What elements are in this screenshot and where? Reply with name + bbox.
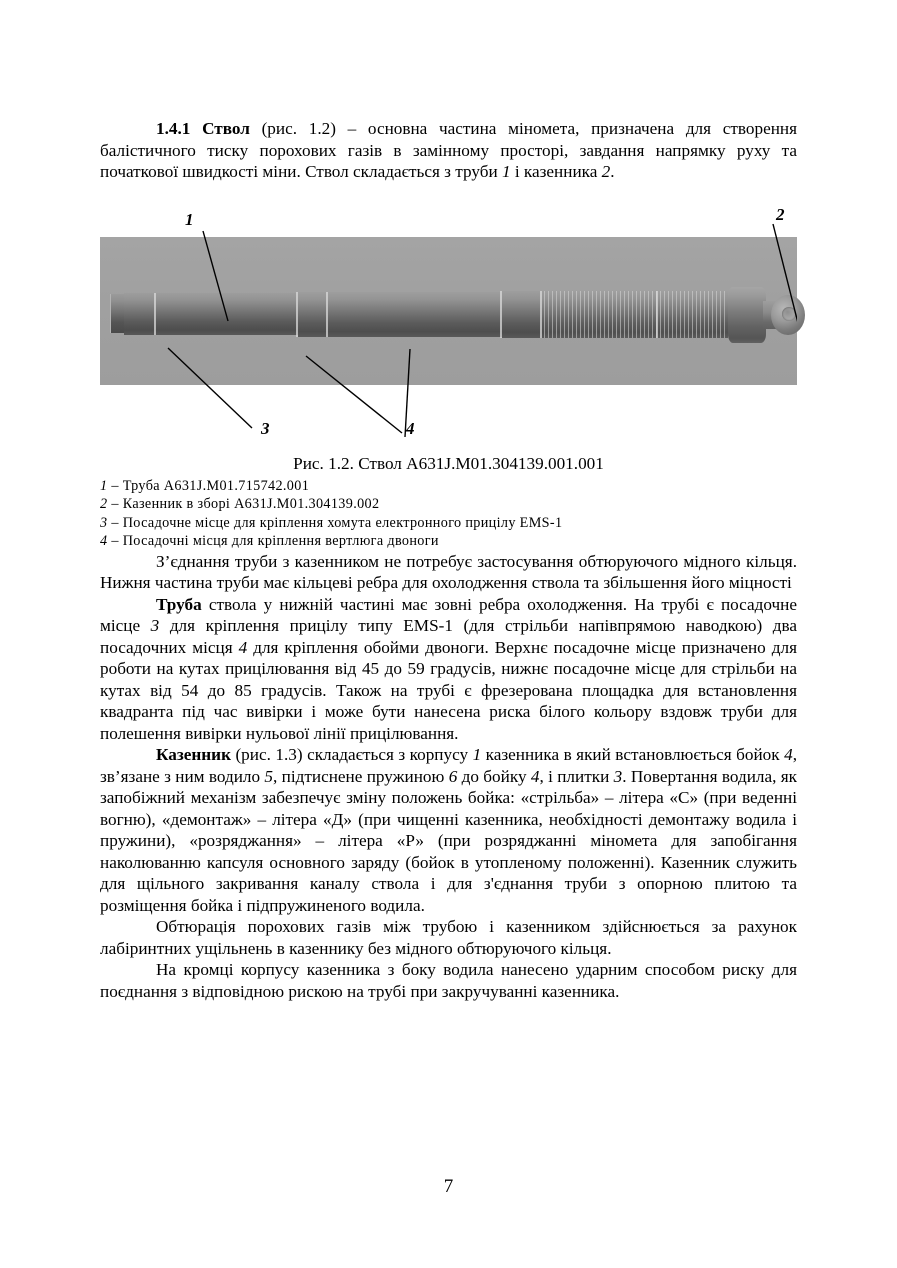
tube-seam — [154, 293, 156, 335]
inline-ref-body-4a: 4 — [784, 745, 793, 765]
legend-dash: – — [107, 533, 123, 550]
section-number: 1.4.1 — [156, 119, 191, 138]
inline-ref-1: 1 — [501, 162, 511, 181]
paragraph-breech-text-1: (рис. 1.3) складається з корпусу — [230, 745, 473, 765]
paragraph-tube — [100, 594, 797, 745]
section-intro-end: . — [610, 162, 615, 181]
legend-item — [100, 477, 797, 496]
legend-number: 1 — [100, 477, 108, 494]
legend-text: Посадочне місце для кріплення хомута електронного прицілу EMS-1 — [122, 514, 563, 531]
legend-item — [100, 532, 797, 551]
paragraph-breech-text-5: до бойку — [457, 766, 531, 786]
section-intro-mid: і казенника — [510, 162, 602, 181]
section-heading: Ствол — [202, 119, 250, 138]
legend-dash: – — [107, 496, 123, 513]
paragraph-tube-lead: Труба — [156, 594, 202, 614]
muzzle-ring — [110, 294, 125, 333]
figure-callout-label-2: 2 — [776, 204, 785, 224]
tube-seam — [296, 292, 298, 337]
paragraph-joint: З’єднання труби з казенником не потребує застосування обтюруючого мідного кільця. Нижня частина труби має кільцеві ребра для охолодження ствола та збільшення його міцності — [100, 551, 797, 593]
inline-ref-3: 3 — [150, 616, 160, 636]
legend-text: Казенник в зборі А631J.М01.304139.002 — [122, 496, 380, 513]
paragraph-breech-text-4: , підтиснене пружиною — [273, 766, 449, 786]
inline-ref-body-5: 5 — [264, 766, 274, 786]
inline-ref-body-6: 6 — [448, 766, 458, 786]
tube-middle-section — [298, 292, 502, 337]
legend-dash: – — [107, 477, 123, 494]
inline-ref-body-1: 1 — [472, 745, 482, 765]
paragraph-breech-text-6: , і плитки — [539, 766, 614, 786]
paragraph-mark: На кромці корпусу казенника з боку водила нанесено ударним способом риску для поєднання з відповідною рискою на трубі при закручуванні казенника. — [100, 960, 797, 1001]
breech-collar — [728, 287, 766, 343]
inline-ref-2: 2 — [601, 162, 611, 181]
legend-text: Посадочні місця для кріплення вертлюга двоноги — [122, 533, 439, 550]
tube-front-section — [124, 293, 298, 335]
figure-caption: Рис. 1.2. Ствол А631J.М01.304139.001.001 — [293, 453, 604, 473]
tube-rear-section — [502, 291, 544, 338]
figure-callout-label-3: 3 — [261, 418, 270, 438]
paragraph-section-intro — [100, 118, 797, 183]
legend-number: 2 — [100, 496, 108, 513]
figure-barrel — [100, 201, 797, 451]
breech-hole — [782, 307, 796, 321]
figure-callout-label-4: 4 — [406, 418, 415, 438]
tube-seam — [656, 291, 658, 338]
inline-ref-body-3b: 3 — [613, 766, 623, 786]
paragraph-tube-text-1: ствола у нижній частині має зовні ребра охолодження. На трубі є посадочне місце — [100, 594, 797, 636]
paragraph-breech — [100, 744, 797, 916]
legend-item — [100, 514, 797, 533]
paragraph-tube-text-3: для кріплення обойми двоноги. Верхнє посадочне місце призначено для роботи на кутах прицілювання від 45 до 59 градусів, нижнє посадочне місце для стрільби на кутах від 54 до 85 градусів. Також на трубі є фрезерована площадка для встановлення квадранта під час вивірки і може бути нанесена риска білого кольору вздовж труби для полешення вивірки нульової лінії прицілювання. — [100, 637, 797, 743]
paragraph-breech-lead: Казенник — [156, 745, 231, 765]
paragraph-tube-text-2: для кріплення прицілу типу EMS-1 (для стрільби напівпрямою наводкою) два посадочних місця — [100, 616, 798, 657]
paragraph-breech-text-2: казенника в який встановлюється бойок — [481, 745, 785, 765]
legend-dash: – — [107, 514, 123, 531]
section-intro-text: (рис. 1.2) – основна частина міномета, призначена для створення балістичного тиску порохових газів в замінному просторі, завдання напрямку руху та початкової швидкості міни. Ствол складається з труби — [100, 119, 797, 181]
figure-photo — [100, 237, 797, 385]
legend-item — [100, 495, 797, 514]
barrel-illustration — [100, 237, 797, 385]
legend-text: Труба А631J.М01.715742.001 — [122, 477, 310, 494]
tube-seam — [500, 291, 502, 338]
tube-seam — [540, 291, 542, 338]
paragraph-breech-text-3: , зв’язане з ним водило — [100, 745, 797, 786]
legend-number: 4 — [100, 533, 108, 550]
page-number: 7 — [443, 1176, 454, 1197]
page-content — [100, 0, 797, 1002]
cooling-fins — [544, 291, 728, 338]
paragraph-breech-text-7: . Повертання водила, як запобіжний механізм забезпечує зміну положень бойка: «стрільба» – літера «С» (при веденні вогню), «демонтаж» – літера «Д» (при чищенні казенника, необхідності демонтажу водила і пружини), «розряджання» – літера «Р» (при розряджанні міномета для запобігання наколюванню капсуля основного заряду (бойок в утопленому положенні). Казенник служить для щільного закривання каналу ствола і для з'єднання труби з опорною плитою та розміщення бойка і підпружиненого водила. — [100, 766, 798, 915]
inline-ref-4: 4 — [238, 637, 248, 657]
inline-ref-body-4b: 4 — [530, 766, 540, 786]
figure-callout-label-1: 1 — [185, 209, 194, 229]
tube-seam — [326, 292, 328, 337]
figure-legend — [100, 477, 797, 551]
legend-number: 3 — [100, 514, 108, 531]
paragraph-obturation: Обтюрація порохових газів між трубою і казенником здійснюється за рахунок лабіринтних ущільнень в казеннику без мідного обтюруючого кільця. — [100, 917, 797, 958]
